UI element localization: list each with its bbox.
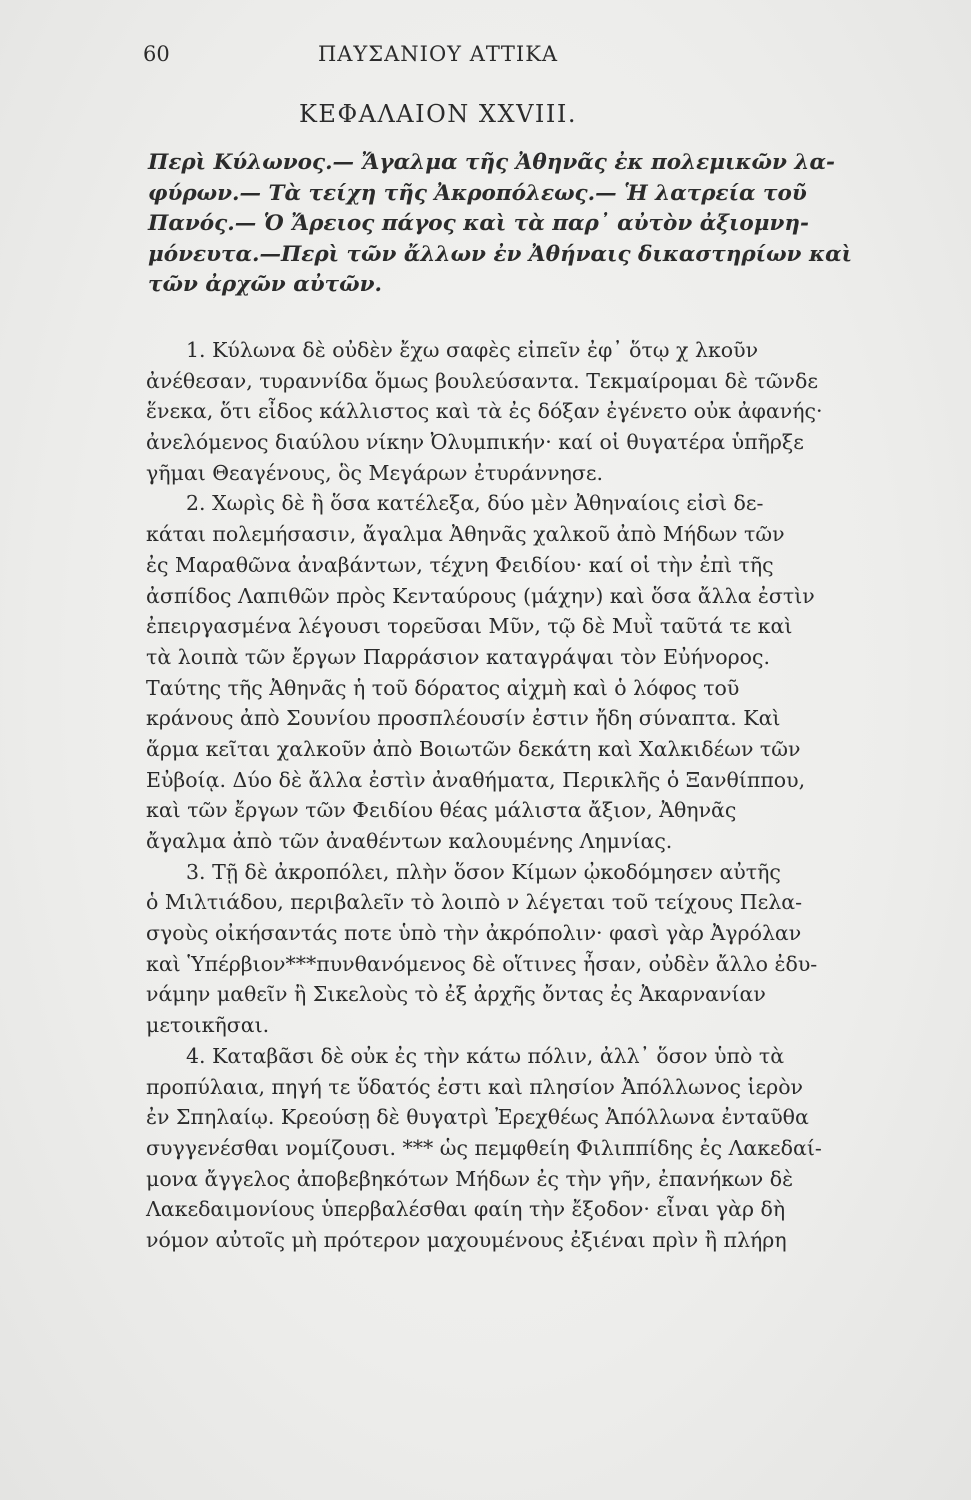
paragraph-3-line: καὶ Ὑπέρβιον***πυνθανόμενος δὲ οἵτινες ἦσαν, οὐδὲν ἄλλο ἐδυ-	[146, 951, 818, 976]
paragraph-4-line: ἐν Σπηλαίῳ. Κρεούσῃ δὲ θυγατρὶ Ἐρεχθέως Ἀπόλλωνα ἐνταῦθα	[146, 1105, 809, 1130]
paragraph-1-line: ἀνελόμενος διαύλου νίκην Ὀλυμπικήν· καί οἱ θυγατέρα ὑπῆρξε	[146, 430, 804, 455]
summary-line: μόνευτα.—Περὶ τῶν ἄλλων ἐν Ἀθήναις δικαστηρίων καὶ	[148, 241, 853, 267]
chapter-title: ΚΕΦΑΛΑΙΟΝ XXVIII.	[299, 100, 577, 128]
paragraph-4-line: συγγενέσθαι νομίζουσι. *** ὡς πεμφθείη Φιλιππίδης ἐς Λακεδαί-	[146, 1135, 822, 1160]
paragraph-2-line: ἐπειργασμένα λέγουσι τορεῦσαι Μῦν, τῷ δὲ Μυῒ ταῦτά τε καὶ	[146, 614, 793, 639]
summary-line: τῶν ἀρχῶν αὐτῶν.	[148, 272, 383, 297]
paragraph-2-line: καὶ τῶν ἔργων τῶν Φειδίου θέας μάλιστα ἄξιον, Ἀθηνᾶς	[146, 798, 737, 823]
paragraph-1-line: ἀνέθεσαν, τυραννίδα ὅμως βουλεύσαντα. Τεκμαίρομαι δὲ τῶνδε	[146, 368, 818, 393]
paragraph-1-line: 1. Κύλωνα δὲ οὐδὲν ἔχω σαφὲς εἰπεῖν ἐφ᾽ ὅτῳ χ λκοῦν	[186, 338, 759, 362]
paragraph-1-line: ἕνεκα, ὅτι εἶδος κάλλιστος καὶ τὰ ἐς δόξαν ἐγένετο οὐκ ἀφανής·	[146, 399, 823, 424]
chapter-summary	[148, 148, 853, 301]
paragraph-3-line: 3. Τῇ δὲ ἀκροπόλει, πλὴν ὅσον Κίμων ᾠκοδόμησεν αὐτῆς	[186, 859, 781, 884]
paragraph-4-line: Λακεδαιμονίους ὑπερβαλέσθαι φαίη τὴν ἔξοδον· εἶναι γὰρ δὴ	[146, 1197, 786, 1222]
paragraph-2-line: τὰ λοιπὰ τῶν ἔργων Παρράσιον καταγράψαι τὸν Εὐήνορος.	[146, 644, 770, 669]
chapter-body	[146, 335, 823, 1256]
paragraph-3-line: ὁ Μιλτιάδου, περιβαλεῖν τὸ λοιπὸ ν λέγεται τοῦ τείχους Πελα-	[146, 890, 803, 915]
paragraph-3-line: σγοὺς οἰκήσαντάς ποτε ὑπὸ τὴν ἀκρόπολιν· φασὶ γὰρ Ἀγρόλαν	[146, 921, 802, 946]
paragraph-4-line: 4. Καταβᾶσι δὲ οὐκ ἐς τὴν κάτω πόλιν, ἀλλ᾽ ὅσον ὑπὸ τὰ	[186, 1043, 785, 1068]
summary-line: Πανός.— Ὁ Ἄρειος πάγος καὶ τὰ παρ᾽ αὐτὸν ἀξιομνη-	[148, 211, 809, 236]
running-title: ΠΑΥΣΑΝΙΟΥ ΑΤΤΙΚΑ	[317, 42, 559, 66]
paragraph-4-line: προπύλαια, πηγή τε ὕδατός ἐστι καὶ πλησίον Ἀπόλλωνος ἱερὸν	[146, 1074, 804, 1099]
paragraph-2-line: ἐς Μαραθῶνα ἀναβάντων, τέχνη Φειδίου· καί οἱ τὴν ἐπὶ τῆς	[146, 552, 774, 577]
page-header	[143, 42, 733, 72]
paragraph-1-line: γῆμαι Θεαγένους, ὃς Μεγάρων ἐτυράννησε.	[146, 460, 604, 485]
paragraph-2-line: 2. Χωρὶς δὲ ἢ ὅσα κατέλεξα, δύο μὲν Ἀθηναίοις εἰσὶ δε-	[186, 491, 764, 516]
page-number: 60	[143, 42, 170, 66]
paragraph-3-line: νάμην μαθεῖν ἢ Σικελοὺς τὸ ἐξ ἀρχῆς ὄντας ἐς Ἀκαρνανίαν	[146, 982, 766, 1007]
paragraph-2-line: κράνους ἀπὸ Σουνίου προσπλέουσίν ἐστιν ἤδη σύναπτα. Καὶ	[146, 706, 781, 731]
summary-line: Περὶ Κύλωνος.— Ἄγαλμα τῆς Ἀθηνᾶς ἐκ πολεμικῶν λα-	[148, 150, 835, 175]
summary-line: φύρων.— Τὰ τείχη τῆς Ἀκροπόλεως.— Ἡ λατρεία τοῦ	[148, 180, 807, 206]
paragraph-2-line: Εὐβοίᾳ. Δύο δὲ ἄλλα ἐστὶν ἀναθήματα, Περικλῆς ὁ Ξανθίππου,	[146, 767, 806, 792]
paragraph-2-line: ἅρμα κεῖται χαλκοῦν ἀπὸ Βοιωτῶν δεκάτη καὶ Χαλκιδέων τῶν	[146, 736, 801, 761]
paragraph-2-line: κάται πολεμήσασιν, ἄγαλμα Ἀθηνᾶς χαλκοῦ ἀπὸ Μήδων τῶν	[146, 522, 785, 547]
paragraph-2-line: ἄγαλμα ἀπὸ τῶν ἀναθέντων καλουμένης Λημνίας.	[146, 829, 673, 853]
paragraph-2-line: Ταύτης τῆς Ἀθηνᾶς ἡ τοῦ δόρατος αἰχμὴ καὶ ὁ λόφος τοῦ	[146, 675, 740, 700]
paragraph-3-line: μετοικῆσαι.	[146, 1013, 270, 1038]
paragraph-4-line: νόμον αὐτοῖς μὴ πρότερον μαχουμένους ἐξιέναι πρὶν ἢ πλήρη	[146, 1227, 787, 1252]
paragraph-4-line: μονα ἄγγελος ἀποβεβηκότων Μήδων ἐς τὴν γῆν, ἐπανήκων δὲ	[146, 1166, 794, 1191]
paragraph-2-line: ἀσπίδος Λαπιθῶν πρὸς Κενταύρους (μάχην) καὶ ὅσα ἄλλα ἐστὶν	[146, 583, 815, 608]
